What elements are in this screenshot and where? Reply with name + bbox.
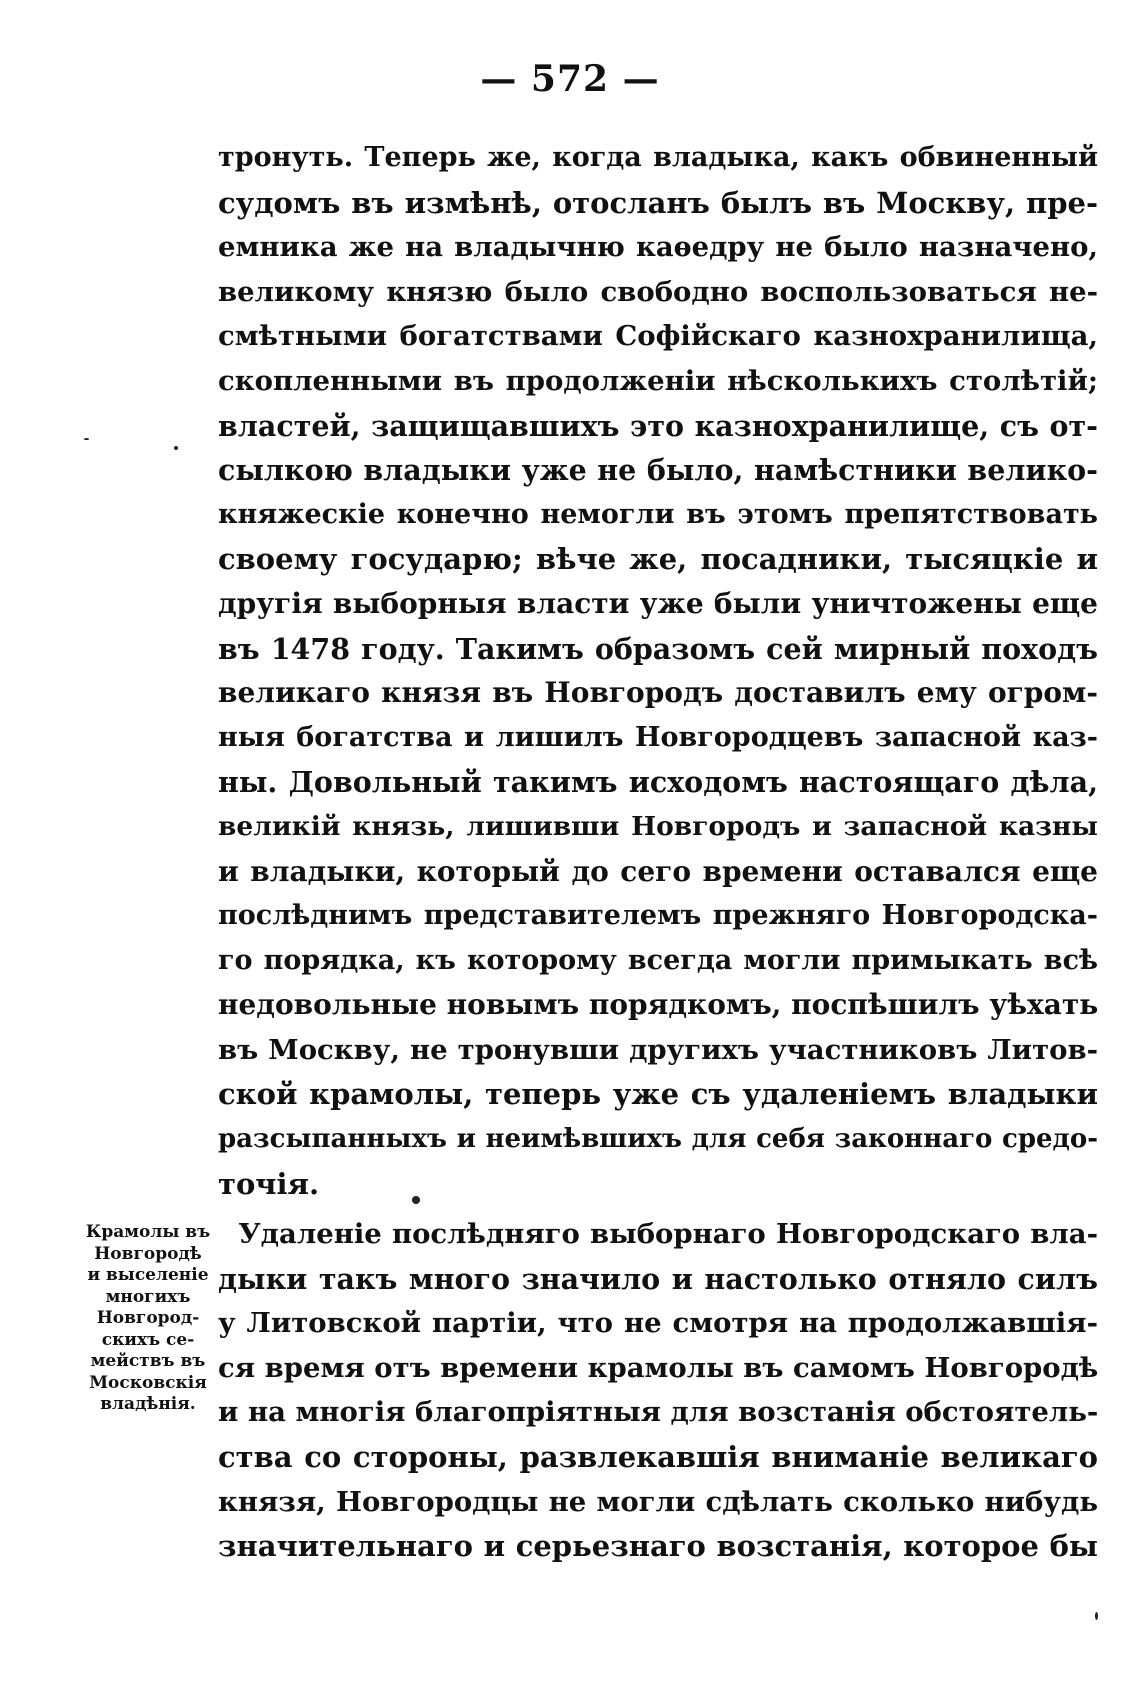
text-line: ства со стороны, развлекавшія вниманіе великаго bbox=[218, 1439, 1098, 1474]
text-line: ныя богатства и лишилъ Новгородцевъ запасной каз- bbox=[218, 721, 1098, 753]
margin-note-line: Московскія bbox=[89, 1372, 207, 1393]
text-line: скопленными въ продолженіи нѣсколькихъ столѣтій; bbox=[218, 364, 1098, 397]
scan-speck bbox=[1095, 1612, 1098, 1620]
margin-note-line: мействъ въ bbox=[90, 1351, 206, 1371]
text-line: го порядка, къ которому всегда могли примыкать всѣ bbox=[218, 944, 1098, 976]
text-line: властей, защищавшихъ это казнохранилище, съ от- bbox=[218, 408, 1098, 443]
margin-note-line: и выселеніе bbox=[87, 1265, 209, 1285]
text-line: Удаленіе послѣдняго выборнаго Новгородскаго вла- bbox=[218, 1218, 1098, 1250]
margin-note-line: многихъ bbox=[105, 1286, 191, 1307]
text-line: ны. Довольный такимъ исходомъ настоящаго дѣла, bbox=[218, 765, 1098, 800]
text-line: ся время отъ времени крамолы въ самомъ Новгородѣ bbox=[218, 1351, 1099, 1384]
scan-speck bbox=[412, 1196, 420, 1204]
text-line: въ 1478 году. Такимъ образомъ сей мирный походъ bbox=[218, 631, 1098, 666]
scan-speck bbox=[84, 438, 89, 440]
margin-note-line: скихъ се- bbox=[101, 1329, 195, 1350]
text-line: недовольные новымъ порядкомъ, поспѣшилъ уѣхать bbox=[218, 988, 1099, 1022]
margin-note bbox=[72, 1222, 224, 1416]
text-line: въ Москву, не тронувши другихъ участниковъ Литов- bbox=[218, 1033, 1098, 1066]
text-line: другія выборныя власти уже были уничтожены еще bbox=[218, 586, 1098, 620]
text-line: ской крамолы, теперь уже съ удаленіемъ владыки bbox=[218, 1077, 1098, 1112]
text-line: точія. bbox=[218, 1166, 320, 1201]
text-line: князя, Новгородцы не могли сдѣлать сколько нибудь bbox=[218, 1485, 1098, 1518]
text-line: разсыпанныхъ и неимѣвшихъ для себя законнаго средо- bbox=[218, 1124, 1098, 1155]
text-line: судомъ въ измѣнѣ, отосланъ былъ въ Москву, пре- bbox=[218, 185, 1098, 220]
text-line: послѣднимъ представителемъ прежняго Новгородска- bbox=[218, 900, 1098, 932]
margin-note-line: Новгородѣ bbox=[94, 1243, 202, 1264]
text-line: тронуть. Теперь же, когда владыка, какъ обвиненный bbox=[218, 142, 1098, 173]
text-line: великій князь, лишивши Новгородъ и запасной казны bbox=[218, 810, 1098, 842]
text-line: у Литовской партіи, что не смотря на продолжавшія- bbox=[218, 1307, 1098, 1340]
main-paragraph-2 bbox=[218, 1212, 1098, 1569]
text-line: емника же на владычню каѳедру не было назначено, bbox=[218, 231, 1098, 264]
text-line: значительнаго и серьезнаго возстанія, которое бы bbox=[218, 1529, 1098, 1564]
text-line: дыки такъ много значило и настолько отняло силъ bbox=[218, 1261, 1098, 1296]
text-line: великому князю было свободно воспользоваться не- bbox=[218, 275, 1098, 308]
margin-note-line: Крамолы въ bbox=[85, 1222, 211, 1242]
margin-note-line: Новгород- bbox=[96, 1308, 200, 1328]
main-paragraph-1 bbox=[218, 136, 1098, 1206]
scan-speck bbox=[174, 446, 178, 450]
text-line: и владыки, который до сего времени оставался еще bbox=[218, 854, 1098, 888]
margin-note-line: владѣнія. bbox=[100, 1394, 196, 1414]
text-line: великаго князя въ Новгородъ доставилъ ему огром- bbox=[218, 676, 1098, 710]
text-line: сылкою владыки уже не было, намѣстники велико- bbox=[218, 453, 1098, 488]
page-number: — 572 — bbox=[480, 58, 660, 100]
text-line: своему государю; вѣче же, посадники, тысяцкіе и bbox=[218, 542, 1098, 577]
text-line: смѣтными богатствами Софійскаго казнохранилища, bbox=[218, 320, 1098, 353]
text-line: и на многія благопріятныя для возстанія обстоятель- bbox=[218, 1396, 1099, 1429]
text-line: княжескіе конечно немогли въ этомъ препятствовать bbox=[218, 498, 1098, 530]
